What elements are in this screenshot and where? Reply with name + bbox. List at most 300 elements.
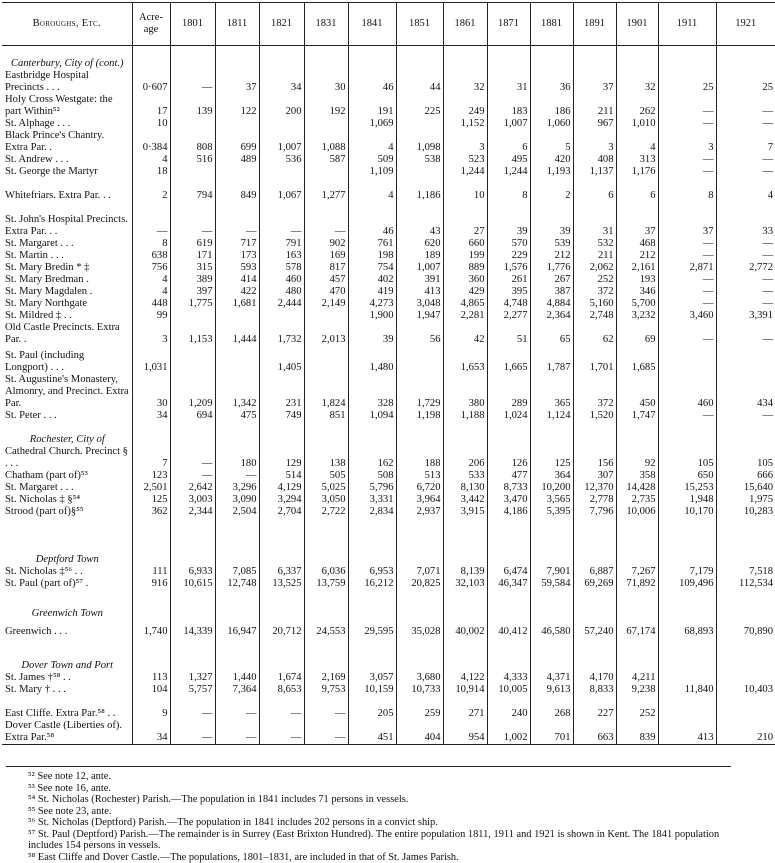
population-cell: 533 <box>443 470 487 482</box>
table-row <box>2 178 775 202</box>
population-cell: 1,948 <box>658 494 716 506</box>
population-cell: 694 <box>170 410 215 422</box>
borough-name: Greenwich . . . <box>2 620 132 638</box>
population-cell: — <box>716 250 775 262</box>
population-cell: 39 <box>487 202 530 238</box>
population-cell: 3,964 <box>396 494 443 506</box>
borough-name: St. James †⁵⁸ . . <box>2 672 132 684</box>
population-cell: 30 <box>304 70 348 94</box>
population-cell <box>616 518 658 566</box>
population-cell: 1,067 <box>259 178 304 202</box>
population-cell <box>716 696 775 720</box>
population-cell: 193 <box>616 274 658 286</box>
population-cell <box>170 518 215 566</box>
population-cell: — <box>658 322 716 346</box>
population-cell: — <box>658 286 716 298</box>
population-cell <box>716 346 775 374</box>
acreage-cell <box>132 590 170 620</box>
population-cell: 470 <box>304 286 348 298</box>
table-row <box>2 684 775 696</box>
population-cell: 666 <box>716 470 775 482</box>
population-cell <box>573 590 616 620</box>
footnote-text: St. Nicholas (Deptford) Parish.—The population in 1841 includes 202 persons in a convict ship. <box>35 817 438 828</box>
table-row <box>2 250 775 262</box>
population-cell: 536 <box>259 154 304 166</box>
population-cell: 35,028 <box>396 620 443 638</box>
population-cell: 32 <box>443 70 487 94</box>
population-cell: 1,732 <box>259 322 304 346</box>
population-cell: — <box>215 696 259 720</box>
population-cell: 62 <box>573 322 616 346</box>
population-cell: 1,674 <box>259 672 304 684</box>
population-cell <box>259 166 304 178</box>
footnote-text: St. Nicholas (Rochester) Parish.—The population in 1841 includes 71 persons in vessels. <box>35 794 408 805</box>
population-cell: 9,753 <box>304 684 348 696</box>
table-row <box>2 446 775 470</box>
population-cell: 10,615 <box>170 578 215 590</box>
population-cell: 7,901 <box>530 566 573 578</box>
table-row <box>2 672 775 684</box>
column-header-year: 1841 <box>348 3 396 46</box>
population-cell: 24,553 <box>304 620 348 638</box>
population-cell <box>259 310 304 322</box>
population-cell: — <box>170 720 215 745</box>
population-cell: 4,122 <box>443 672 487 684</box>
population-cell: 10,403 <box>716 684 775 696</box>
acreage-cell: 34 <box>132 410 170 422</box>
population-cell: 12,370 <box>573 482 616 494</box>
borough-name: St. Mary Bredman . <box>2 274 132 286</box>
population-cell: 1,787 <box>530 346 573 374</box>
section-heading-row <box>2 590 775 620</box>
population-cell: 2,704 <box>259 506 304 518</box>
population-cell <box>658 518 716 566</box>
population-cell <box>716 46 775 70</box>
table-row <box>2 566 775 578</box>
population-cell: 3,565 <box>530 494 573 506</box>
population-cell: 538 <box>396 154 443 166</box>
population-cell: 46,347 <box>487 578 530 590</box>
population-cell: 420 <box>530 154 573 166</box>
population-cell: 650 <box>658 470 716 482</box>
section-heading-row <box>2 518 775 566</box>
population-cell: 40,412 <box>487 620 530 638</box>
population-cell: 8 <box>658 178 716 202</box>
population-cell <box>396 166 443 178</box>
population-cell <box>304 638 348 672</box>
table-row <box>2 238 775 250</box>
population-cell: 14,428 <box>616 482 658 494</box>
population-cell: 1,186 <box>396 178 443 202</box>
population-cell: 1,277 <box>304 178 348 202</box>
population-cell: 701 <box>530 720 573 745</box>
population-cell <box>348 518 396 566</box>
population-cell: 32,103 <box>443 578 487 590</box>
population-cell <box>573 46 616 70</box>
section-heading: Dover Town and Port <box>2 638 132 672</box>
acreage-cell: 0·384 <box>132 130 170 154</box>
population-cell: 570 <box>487 238 530 250</box>
population-cell: 2,772 <box>716 262 775 274</box>
population-cell <box>170 638 215 672</box>
borough-name: Strood (part of)§⁵⁵ <box>2 506 132 518</box>
population-cell <box>348 590 396 620</box>
borough-name: St. Mary Northgate <box>2 298 132 310</box>
population-cell: 1,681 <box>215 298 259 310</box>
borough-name: St. Augustine's Monastery, Almonry, and Precinct. Extra Par. <box>2 374 132 410</box>
population-cell <box>716 672 775 684</box>
population-cell: 10,005 <box>487 684 530 696</box>
population-cell: 3,915 <box>443 506 487 518</box>
population-cell: 188 <box>396 446 443 470</box>
population-cell: 14,339 <box>170 620 215 638</box>
population-cell: 389 <box>170 274 215 286</box>
population-cell: 516 <box>170 154 215 166</box>
population-cell <box>215 422 259 446</box>
acreage-cell: 9 <box>132 696 170 720</box>
population-cell: — <box>658 274 716 286</box>
population-cell: 761 <box>348 238 396 250</box>
population-cell: 205 <box>348 696 396 720</box>
population-cell: — <box>716 94 775 118</box>
population-cell <box>170 166 215 178</box>
population-cell: 1,824 <box>304 374 348 410</box>
population-cell: 3,294 <box>259 494 304 506</box>
population-cell: 851 <box>304 410 348 422</box>
population-cell: 889 <box>443 262 487 274</box>
population-cell: 513 <box>396 470 443 482</box>
population-cell: 1,024 <box>487 410 530 422</box>
population-cell: 56 <box>396 322 443 346</box>
population-cell: 252 <box>616 696 658 720</box>
population-cell: — <box>716 298 775 310</box>
population-cell: 6,953 <box>348 566 396 578</box>
population-cell: 212 <box>616 250 658 262</box>
population-cell: 6,474 <box>487 566 530 578</box>
population-cell: 3,003 <box>170 494 215 506</box>
population-cell: 6,933 <box>170 566 215 578</box>
population-cell: 9,613 <box>530 684 573 696</box>
population-cell: 358 <box>616 470 658 482</box>
population-cell: 699 <box>215 130 259 154</box>
header-row <box>2 3 775 46</box>
borough-name: Holy Cross Westgate: the part Within⁵² <box>2 94 132 118</box>
population-cell: 8,833 <box>573 684 616 696</box>
population-cell <box>530 46 573 70</box>
population-cell: 1,576 <box>487 262 530 274</box>
population-cell: 20,825 <box>396 578 443 590</box>
acreage-cell: 1,740 <box>132 620 170 638</box>
population-cell <box>215 118 259 130</box>
population-cell <box>443 422 487 446</box>
acreage-cell: 916 <box>132 578 170 590</box>
population-cell: 162 <box>348 446 396 470</box>
population-cell: 7,518 <box>716 566 775 578</box>
population-cell: 2,161 <box>616 262 658 274</box>
population-cell: 422 <box>215 286 259 298</box>
population-cell: 2,834 <box>348 506 396 518</box>
population-cell: 8,733 <box>487 482 530 494</box>
borough-name: St. Alphage . . . <box>2 118 132 130</box>
population-cell: 71,892 <box>616 578 658 590</box>
section-heading: Greenwich Town <box>2 590 132 620</box>
population-cell <box>530 422 573 446</box>
population-cell: 44 <box>396 70 443 94</box>
population-cell: 372 <box>573 374 616 410</box>
population-cell <box>259 422 304 446</box>
population-cell: — <box>658 410 716 422</box>
population-cell: 313 <box>616 154 658 166</box>
population-cell: 1,060 <box>530 118 573 130</box>
population-cell <box>170 46 215 70</box>
population-cell: 1,947 <box>396 310 443 322</box>
borough-name: St. Margaret . . . <box>2 482 132 494</box>
population-cell: 249 <box>443 94 487 118</box>
footnote <box>6 794 731 806</box>
population-cell: 3,460 <box>658 310 716 322</box>
population-cell <box>573 638 616 672</box>
population-cell: 365 <box>530 374 573 410</box>
population-cell: — <box>170 70 215 94</box>
population-cell: 31 <box>573 202 616 238</box>
population-cell <box>487 590 530 620</box>
population-cell: 3,296 <box>215 482 259 494</box>
population-cell: 3 <box>573 130 616 154</box>
population-cell: 3,048 <box>396 298 443 310</box>
footnote-mark: ⁵⁷ <box>28 829 35 840</box>
population-cell: 112,534 <box>716 578 775 590</box>
population-cell <box>170 590 215 620</box>
population-cell <box>616 638 658 672</box>
population-cell: 1,209 <box>170 374 215 410</box>
population-cell: 2,735 <box>616 494 658 506</box>
footnote-mark: ⁵⁴ <box>28 794 35 805</box>
population-cell: 402 <box>348 274 396 286</box>
population-cell <box>530 638 573 672</box>
population-cell: 1,327 <box>170 672 215 684</box>
population-cell: 1,007 <box>259 130 304 154</box>
population-cell: 587 <box>304 154 348 166</box>
population-cell <box>443 638 487 672</box>
population-cell <box>170 310 215 322</box>
population-cell <box>304 590 348 620</box>
population-cell: 192 <box>304 94 348 118</box>
population-cell: 1,193 <box>530 166 573 178</box>
population-cell: 509 <box>348 154 396 166</box>
population-cell: 539 <box>530 238 573 250</box>
population-cell <box>259 518 304 566</box>
column-header-year: 1881 <box>530 3 573 46</box>
population-cell <box>487 46 530 70</box>
population-cell: 6,036 <box>304 566 348 578</box>
table-row <box>2 154 775 166</box>
acreage-cell: 1,031 <box>132 346 170 374</box>
population-cell: 37 <box>215 70 259 94</box>
borough-name: St. Peter . . . <box>2 410 132 422</box>
population-cell: 7,364 <box>215 684 259 696</box>
population-cell: 397 <box>170 286 215 298</box>
population-cell <box>215 590 259 620</box>
population-cell: 508 <box>348 470 396 482</box>
column-header-year: 1811 <box>215 3 259 46</box>
population-cell: — <box>716 154 775 166</box>
column-header-year: 1871 <box>487 3 530 46</box>
acreage-cell: 8 <box>132 238 170 250</box>
population-cell: 6 <box>573 178 616 202</box>
population-cell: 387 <box>530 286 573 298</box>
column-header-year: 1821 <box>259 3 304 46</box>
population-cell: 57,240 <box>573 620 616 638</box>
population-cell: 1,729 <box>396 374 443 410</box>
table-row <box>2 578 775 590</box>
acreage-cell: — <box>132 202 170 238</box>
table-row <box>2 262 775 274</box>
borough-name: St. Mary Magdalen . <box>2 286 132 298</box>
population-cell: — <box>259 696 304 720</box>
population-cell: 6,337 <box>259 566 304 578</box>
population-cell: 1,975 <box>716 494 775 506</box>
population-cell: 211 <box>573 250 616 262</box>
table-body <box>2 46 775 745</box>
population-cell: — <box>716 274 775 286</box>
population-cell: 105 <box>658 446 716 470</box>
population-cell <box>170 118 215 130</box>
population-cell <box>658 696 716 720</box>
population-cell: 252 <box>573 274 616 286</box>
population-cell: 1,244 <box>487 166 530 178</box>
population-cell: 200 <box>259 94 304 118</box>
population-cell: 4,129 <box>259 482 304 494</box>
census-table <box>2 2 775 745</box>
population-cell: — <box>658 238 716 250</box>
column-header-year: 1851 <box>396 3 443 46</box>
population-cell: 1,665 <box>487 346 530 374</box>
table-row <box>2 286 775 298</box>
acreage-cell: 17 <box>132 94 170 118</box>
population-cell <box>304 422 348 446</box>
population-cell: 33 <box>716 202 775 238</box>
population-cell <box>443 46 487 70</box>
population-cell: 2,344 <box>170 506 215 518</box>
population-cell: 754 <box>348 262 396 274</box>
population-cell: 10,914 <box>443 684 487 696</box>
population-cell: 139 <box>170 94 215 118</box>
population-cell <box>215 46 259 70</box>
column-header-acreage: Acre-age <box>132 3 170 46</box>
population-cell: 523 <box>443 154 487 166</box>
population-cell: 1,342 <box>215 374 259 410</box>
population-cell <box>530 590 573 620</box>
population-cell: — <box>658 94 716 118</box>
table-row <box>2 696 775 720</box>
population-cell: 3,057 <box>348 672 396 684</box>
population-cell <box>215 166 259 178</box>
population-cell <box>170 346 215 374</box>
acreage-cell: 362 <box>132 506 170 518</box>
population-cell: 902 <box>304 238 348 250</box>
population-cell <box>396 422 443 446</box>
population-cell: 967 <box>573 118 616 130</box>
footnote-mark: ⁵⁶ <box>28 817 35 828</box>
population-cell: — <box>304 696 348 720</box>
population-cell: 2,281 <box>443 310 487 322</box>
population-cell: 593 <box>215 262 259 274</box>
population-cell: 1,747 <box>616 410 658 422</box>
acreage-cell: 4 <box>132 286 170 298</box>
borough-name: St. Mary Bredin * ‡ <box>2 262 132 274</box>
population-cell: 261 <box>487 274 530 286</box>
borough-name: Old Castle Precincts. Extra Par. . <box>2 322 132 346</box>
population-cell: — <box>170 446 215 470</box>
section-heading-row <box>2 422 775 446</box>
population-cell: 5,025 <box>304 482 348 494</box>
population-cell: 138 <box>304 446 348 470</box>
population-cell: 346 <box>616 286 658 298</box>
population-cell: 1,088 <box>304 130 348 154</box>
acreage-cell: 2,501 <box>132 482 170 494</box>
population-cell <box>487 638 530 672</box>
acreage-cell: 3 <box>132 322 170 346</box>
population-cell: 1,440 <box>215 672 259 684</box>
column-header-year: 1891 <box>573 3 616 46</box>
population-cell: 3 <box>443 130 487 154</box>
population-cell: 180 <box>215 446 259 470</box>
population-cell: 808 <box>170 130 215 154</box>
population-cell: 156 <box>573 446 616 470</box>
population-cell: 4,170 <box>573 672 616 684</box>
table-row <box>2 274 775 286</box>
population-cell: 1,007 <box>487 118 530 130</box>
population-cell <box>304 166 348 178</box>
population-cell: 477 <box>487 470 530 482</box>
section-heading: Deptford Town <box>2 518 132 566</box>
population-cell <box>487 422 530 446</box>
population-cell: 69 <box>616 322 658 346</box>
footnote <box>6 852 731 863</box>
population-cell: 10,283 <box>716 506 775 518</box>
population-cell: — <box>716 238 775 250</box>
population-cell: 10,159 <box>348 684 396 696</box>
population-cell: 434 <box>716 374 775 410</box>
footnote-text: See note 23, ante. <box>35 806 111 817</box>
table-row <box>2 70 775 94</box>
population-cell: 11,840 <box>658 684 716 696</box>
population-cell: 395 <box>487 286 530 298</box>
population-cell <box>716 638 775 672</box>
population-cell: 315 <box>170 262 215 274</box>
population-cell: 125 <box>530 446 573 470</box>
population-cell: 489 <box>215 154 259 166</box>
footnote-text: St. Paul (Deptford) Parish.—The remainder is in Surrey (East Brixton Hundred). The entire population 1811, 1911 and 1921 is shown in Kent. The 1841 population includes 154 persons in vessels. <box>28 829 719 852</box>
population-cell <box>396 638 443 672</box>
population-cell: 15,640 <box>716 482 775 494</box>
footnote <box>6 817 731 829</box>
population-cell: 2,642 <box>170 482 215 494</box>
population-cell: 419 <box>348 286 396 298</box>
population-cell: 40,002 <box>443 620 487 638</box>
population-cell: 39 <box>530 202 573 238</box>
population-cell: 791 <box>259 238 304 250</box>
population-cell: 328 <box>348 374 396 410</box>
table-row <box>2 130 775 154</box>
population-cell: 3,232 <box>616 310 658 322</box>
population-cell: 391 <box>396 274 443 286</box>
population-cell: 198 <box>348 250 396 262</box>
population-cell: 68,893 <box>658 620 716 638</box>
population-cell: 413 <box>396 286 443 298</box>
column-header-year: 1831 <box>304 3 348 46</box>
borough-name: Chatham (part of)⁵³ <box>2 470 132 482</box>
